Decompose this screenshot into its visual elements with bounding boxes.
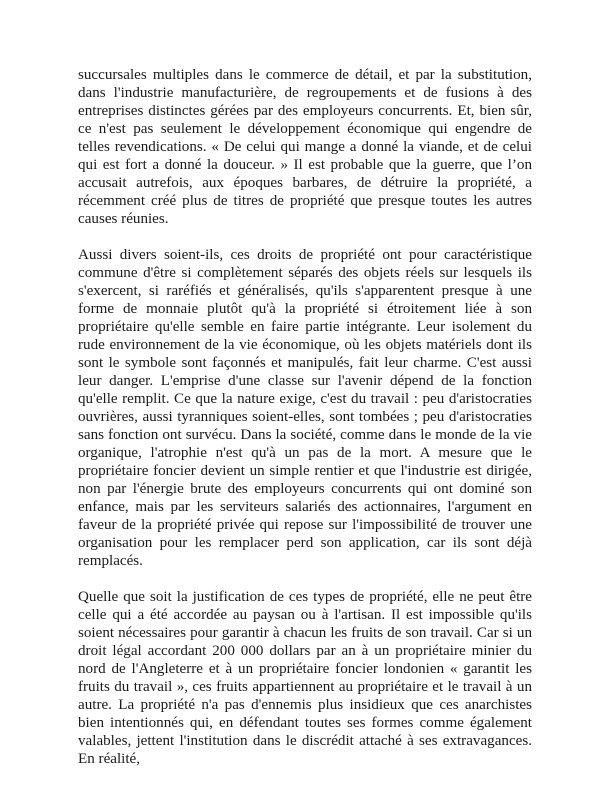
paragraph-1: succursales multiples dans le commerce de détail, et par la substitution, dans l'industrie manufacturière, de regroupements et de fusions à des entreprises distinctes gérées par des employeurs concurrents. Et, bien sûr, ce n'est pas seulement le développement économique qui engendre de telles revendications. « De celui qui mange a donné la viande, et de celui qui est fort a donné la douceur. » Il est probable que la guerre, que l’on accusait autrefois, aux époques barbares, de détruire la propriété, a récemment créé plus de titres de propriété que presque toutes les autres causes réunies. bbox=[78, 67, 532, 227]
paragraph-2: Aussi divers soient-ils, ces droits de propriété ont pour caractéristique commune d'être si complètement séparés des objets réels sur lesquels ils s'exercent, si raréfiés et généralisés, qu'ils s'apparentent presque à une forme de monnaie plutôt qu'à la propriété si étroitement liée à son propriétaire qu'elle semble en faire partie intégrante. Leur isolement du rude environnement de la vie économique, où les objets matériels dont ils sont le symbole sont façonnés et manipulés, fait leur charme. C'est aussi leur danger. L'emprise d'une classe sur l'avenir dépend de la fonction qu'elle remplit. Ce que la nature exige, c'est du travail : peu d'aristocraties ouvrières, aussi tyranniques soient-elles, sont tombées ; peu d'aristocraties sans fonction ont survécu. Dans la société, comme dans le monde de la vie organique, l'atrophie n'est qu'à un pas de la mort. A mesure que le propriétaire foncier devient un simple rentier et que l'industrie est dirigée, non par l'énergie brute des employeurs concurrents qui ont dominé son enfance, mais par les serviteurs salariés des actionnaires, l'argument en faveur de la propriété privée qui repose sur l'impossibilité de trouver une organisation pour les remplacer perd son application, car ils sont déjà remplacés. bbox=[78, 247, 532, 569]
paragraph-3: Quelle que soit la justification de ces types de propriété, elle ne peut être celle qui a été accordée au paysan ou à l'artisan. Il est impossible qu'ils soient nécessaires pour garantir à chacun les fruits de son travail. Car si un droit légal accordant 200 000 dollars par an à un propriétaire minier du nord de l'Angleterre et à un propriétaire foncier londonien « garantit les fruits du travail », ces fruits appartiennent au propriétaire et le travail à un autre. La propriété n'a pas d'ennemis plus insidieux que ces anarchistes bien intentionnés qui, en défendant toutes ses formes comme également valables, jettent l'institution dans le discrédit attaché à ses extravagances. En réalité, bbox=[78, 589, 532, 767]
document-page bbox=[78, 66, 532, 786]
